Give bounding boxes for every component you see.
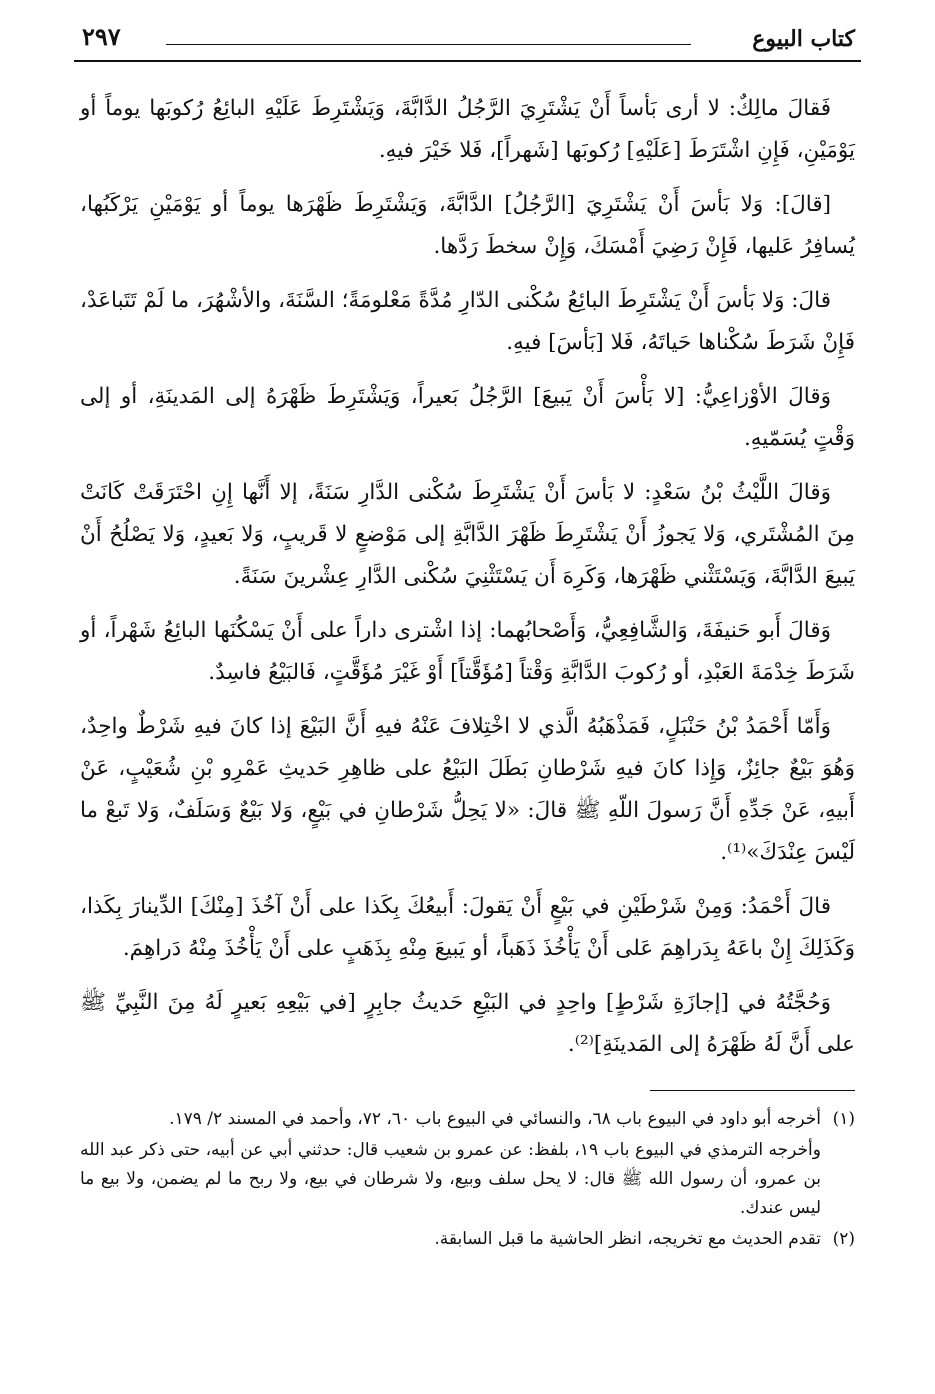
footnote-separator (650, 1090, 855, 1091)
page-header (74, 14, 861, 62)
footnote-line: وأخرجه الترمذي في البيوع باب ١٩، بلفظ: عن عمرو بن شعيب قال: حدثني أبي عن أبيه، حتى ذكر عبد الله بن عمرو، أن رسول الله ﷺ قال: لا يحل سلف وبيع، ولا شرطان في بيع، ولا ربح ما لم يضمن، ولا بيع ما ليس عندك. (80, 1140, 821, 1218)
main-text (80, 88, 855, 1066)
header-rule (166, 44, 691, 45)
paragraph: وَقالَ أَبو حَنيفَةَ، وَالشَّافِعِيُّ، وَأَصْحابُهما: إذا اشْترى داراً على أَنْ يَسْكُنَها البائِعُ شَهْراً، أو شَرَطَ خِدْمَةَ العَبْدِ، أو رُكوبَ الدَّابَّةِ وَقْتاً [مُؤَقَّتاً] أَوْ غَيْرَ مُؤَقَّتٍ، فَالبَيْعُ فاسِدٌ. (80, 618, 855, 685)
paragraph: [قالَ]: وَلا بَأسَ أَنْ يَشْتَرِيَ [الرَّجُلُ] الدَّابَّةَ، وَيَشْتَرِطَ ظَهْرَها يوماً أو يَوْمَيْنِ يَرْكَبُها، يُسافِرُ عَليها، فَإِنْ رَضِيَ أَمْسَكَ، وَإِنْ سخطَ رَدَّها. (80, 192, 855, 259)
footnote-2 (80, 1225, 855, 1254)
paragraph: قالَ أَحْمَدُ: وَمِنْ شَرْطَيْنِ في بَيْعٍ أَنْ يَقولَ: أَبيعُكَ بِكَذا على أَنْ آخُذَ [مِنْكَ] الدِّينارَ بِكَذا، وَكَذَلِكَ إِنْ باعَهُ بِدَراهِمَ عَلى أَنْ يَأْخُذَ ذَهَباً، أو يَبيعَ مِنْهِ بِذَهَبٍ على أَنْ يَأْخُذَ مِنْهُ دَراهِمَ. (80, 894, 855, 961)
paragraph: فَقالَ مالِكٌ: لا أرى بَأساً أَنْ يَشْتَرِيَ الرَّجُلُ الدَّابَّةَ، وَيَشْتَرِطَ عَلَيْهِ البائِعُ رُكوبَها يوماً أو يَوْمَيْنِ، فَإِنِ اشْتَرَطَ [عَلَيْهِ] رُكوبَها [شَهراً]، فَلا خَيْرَ فيهِ. (80, 96, 855, 163)
footnote-line: أخرجه أبو داود في البيوع باب ٦٨، والنسائي في البيوع باب ٦٠، ٧٢، وأحمد في المسند ٢/ ١٧٩. (169, 1109, 821, 1129)
paragraph: قالَ: وَلا بَأسَ أَنْ يَشْتَرِطَ البائِعُ سُكْنى الدّارِ مُدَّةً مَعْلومَةً؛ السَّنَةَ، والأشْهُرَ، ما لَمْ تَتَباعَدْ، فَإِنْ شَرَطَ سُكْناها حَياتَهُ، فَلا [بَأسَ] فيهِ. (80, 288, 855, 355)
paragraph: وَقالَ الأوْزاعِيُّ: [لا بَأْسَ أَنْ يَبيعَ] الرَّجُلُ بَعيراً، وَيَشْتَرِطَ ظَهْرَهُ إلى المَدينَةِ، أو إلى وَقْتٍ يُسَمّيهِ. (80, 384, 855, 451)
paragraph: وَقالَ اللَّيْثُ بْنُ سَعْدٍ: لا بَأسَ أَنْ يَشْتَرِطَ سُكْنى الدَّارِ سَنَةً، إلا أَنَّها إِنِ احْتَرَقَتْ كَانَتْ مِنَ المُشْتَري، وَلا يَجوزُ أَنْ يَشْتَرِطَ ظَهْرَ الدَّابَّةِ إلى مَوْضعٍ لا قَريبٍ، وَلا بَعيدٍ، وَلا يَصْلُحُ أَنْ يَبيعَ الدَّابَّةَ، وَيَسْتَثْني ظَهْرَها، وَكَرِهَ أَن يَسْتَثْنِيَ سُكْنى الدَّارِ عِشْرينَ سَنَةً. (80, 480, 855, 589)
footnote-1-continued (80, 1136, 855, 1223)
footnotes (80, 1105, 855, 1254)
footnote-line: تقدم الحديث مع تخريجه، انظر الحاشية ما قبل السابقة. (434, 1229, 821, 1249)
running-title: كتاب البيوع (752, 26, 855, 52)
footnote-1 (80, 1105, 855, 1134)
footnote-mark: (٢) (832, 1229, 855, 1249)
footnote-mark: (١) (832, 1109, 855, 1129)
paragraph: وَحُجَّتُهُ في [إجازَةِ شَرْطٍ] واحِدٍ في البَيْعِ حَديثُ جابِرٍ [في بَيْعِهِ بَعيرٍ لَهُ مِنَ النَّبِيِّ ﷺ على أَنَّ لَهُ ظَهْرَهُ إلى المَدينَةِ]⁽²⁾. (80, 990, 855, 1057)
page-number: ٢٩٧ (82, 22, 121, 51)
paragraph: وَأَمّا أَحْمَدُ بْنُ حَنْبَلٍ، فَمَذْهَبُهُ الَّذي لا اخْتِلافَ عَنْهُ فيهِ أَنَّ البَيْعَ إذا كانَ فيهِ شَرْطٌ واحِدٌ، وَهُوَ بَيْعٌ جائِزٌ، وَإِذا كانَ فيهِ شَرْطانِ بَطَلَ البَيْعُ على ظاهِرِ حَديثِ عَمْرِو بْنِ شُعَيْبٍ، عَنْ أَبيهِ، عَنْ جَدِّهِ أَنَّ رَسولَ اللّهِ ﷺ قالَ: «لا يَحِلُّ شَرْطانِ في بَيْعٍ، وَلا بَيْعٌ وَسَلَفٌ، وَلا تَبعْ ما لَيْسَ عِنْدَكَ»⁽¹⁾. (80, 714, 855, 865)
